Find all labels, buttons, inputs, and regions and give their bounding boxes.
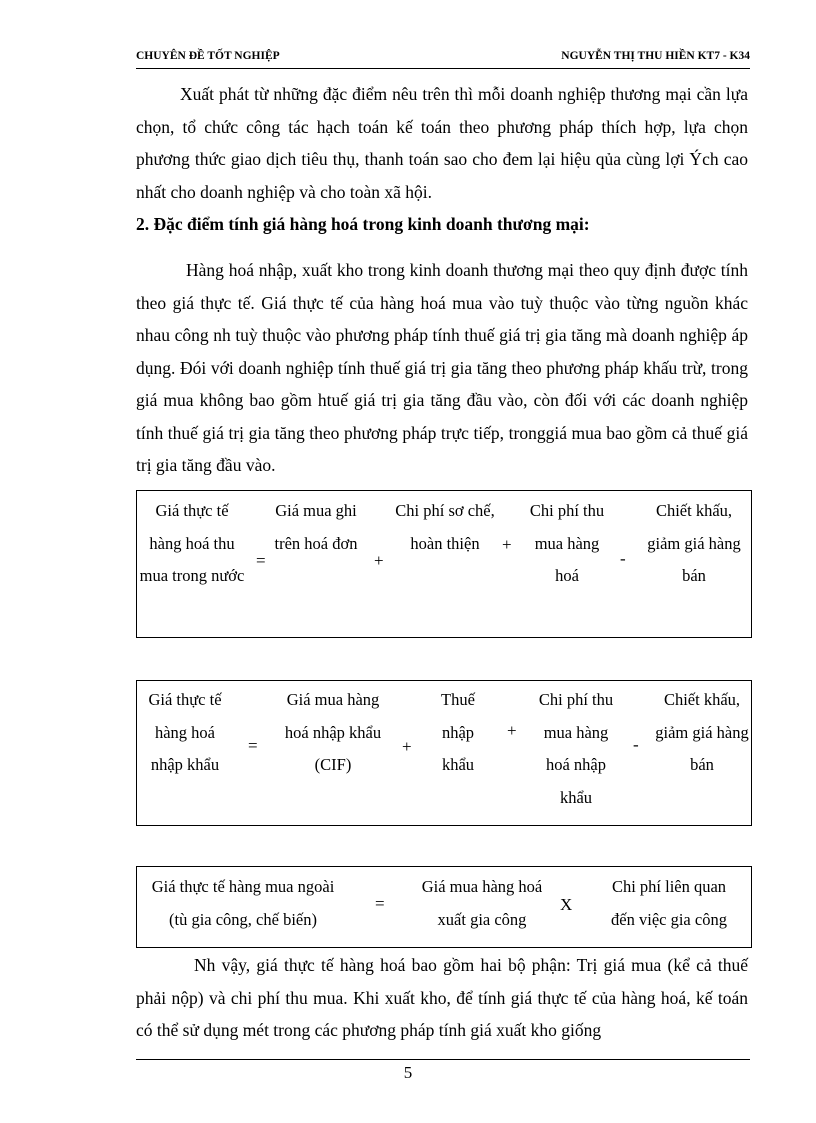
formula3-term-material-price xyxy=(402,871,562,936)
intro-paragraph: Xuất phát từ những đặc điểm nêu trên thì mỗi doanh nghiệp thương mại cần lựa chọn, tổ chức công tác hạch toán kế toán theo phương pháp thích hợp, lựa chọn phương thức giao dịch tiêu thụ, thanh toán sao cho đem lại hiệu qủa cùng lợi Ých cao nhất cho doanh nghiệp và cho toàn xã hội. xyxy=(136,84,748,202)
formula2-term-purchase-price: Giá mua hàng hoá nhập khẩu (CIF) xyxy=(284,690,382,774)
formula1-term-purchase-price: Giá mua ghi trên hoá đơn xyxy=(274,501,358,553)
formula3-term-processing-cost-line1: Chi phí liên quan xyxy=(611,877,727,896)
formula2-plus-2: + xyxy=(507,721,517,740)
section-paragraph: Hàng hoá nhập, xuất kho trong kinh doanh thương mại theo quy định được tính theo giá thực tế. Giá thực tế của hàng hoá mua vào tuỳ thuộc vào từng nguồn khác nhau công nh tuỳ thuộc vào phương pháp tính thuế giá trị gia tăng mà doanh nghiệp áp dụng. Đói với doanh nghiệp tính thuế giá trị gia tăng theo phương pháp khấu trừ, trong giá mua không bao gồm htuế giá trị gia tăng đầu vào, còn đối với các doanh nghiệp tính thuế giá trị gia tăng theo phương pháp trực tiếp, tronggiá mua bao gồm cả thuế giá trị gia tăng đầu vào. xyxy=(136,260,748,475)
formula3-term-actual-price-line1: Giá thực tế hàng mua ngoài xyxy=(151,877,335,896)
formula2-term-actual-price: Giá thực tế hàng hoá nhập khẩu xyxy=(148,690,222,774)
formula2-plus-1: + xyxy=(402,737,412,756)
formula2-term-import-tax: Thuế nhập khẩu xyxy=(441,690,475,774)
formula3-term-processing-cost-line2: đến việc gia công xyxy=(611,909,727,929)
formula-box-outsourced xyxy=(136,866,752,948)
formula1-equals: = xyxy=(256,551,266,570)
header-title: CHUYÊN ĐỀ TỐT NGHIỆP xyxy=(136,50,280,62)
formula3-times: X xyxy=(560,895,573,914)
formula3-term-material-price-line1: Giá mua hàng hoá xyxy=(421,877,543,896)
formula1-term-processing-cost: Chi phí sơ chế, hoàn thiện xyxy=(395,501,495,553)
formula3-equals: = xyxy=(375,894,385,913)
formula1-plus-1: + xyxy=(374,551,384,570)
closing-paragraph: Nh vậy, giá thực tế hàng hoá bao gồm hai bộ phận: Trị giá mua (kể cả thuế phải nộp) và chi phí thu mua. Khi xuất kho, để tính giá thực tế của hàng hoá, kế toán có thể sử dụng mét trong các phương pháp tính giá xuất kho giống xyxy=(136,955,748,1040)
formula3-term-actual-price-line2: (tù gia công, chế biến) xyxy=(169,909,317,929)
formula1-plus-2: + xyxy=(502,535,512,554)
formula1-term-actual-price: Giá thực tế hàng hoá thu mua trong nước xyxy=(139,501,245,585)
formula1-minus: - xyxy=(620,549,626,568)
formula-box-import xyxy=(136,680,752,826)
formula3-term-processing-cost xyxy=(589,871,749,936)
formula3-term-actual-price xyxy=(139,871,347,936)
formula1-term-discount: Chiết khấu, giảm giá hàng bán xyxy=(647,501,741,585)
footer-divider xyxy=(136,1059,750,1060)
header-author: NGUYỄN THỊ THU HIỀN KT7 - K34 xyxy=(561,50,750,62)
page-number: 5 xyxy=(403,1063,413,1082)
formula2-term-discount: Chiết khấu, giảm giá hàng bán xyxy=(655,690,749,774)
formula3-term-material-price-line2: xuất gia công xyxy=(437,909,527,929)
formula2-term-purchase-cost: Chi phí thu mua hàng hoá nhập khẩu xyxy=(538,690,614,807)
formula1-term-purchase-cost: Chi phí thu mua hàng hoá xyxy=(529,501,605,585)
section-heading: 2. Đặc điểm tính giá hàng hoá trong kinh doanh thương mại: xyxy=(136,214,590,234)
formula-box-domestic xyxy=(136,490,752,638)
page-header xyxy=(136,48,750,69)
formula2-equals: = xyxy=(248,736,258,755)
formula2-minus: - xyxy=(633,735,639,754)
